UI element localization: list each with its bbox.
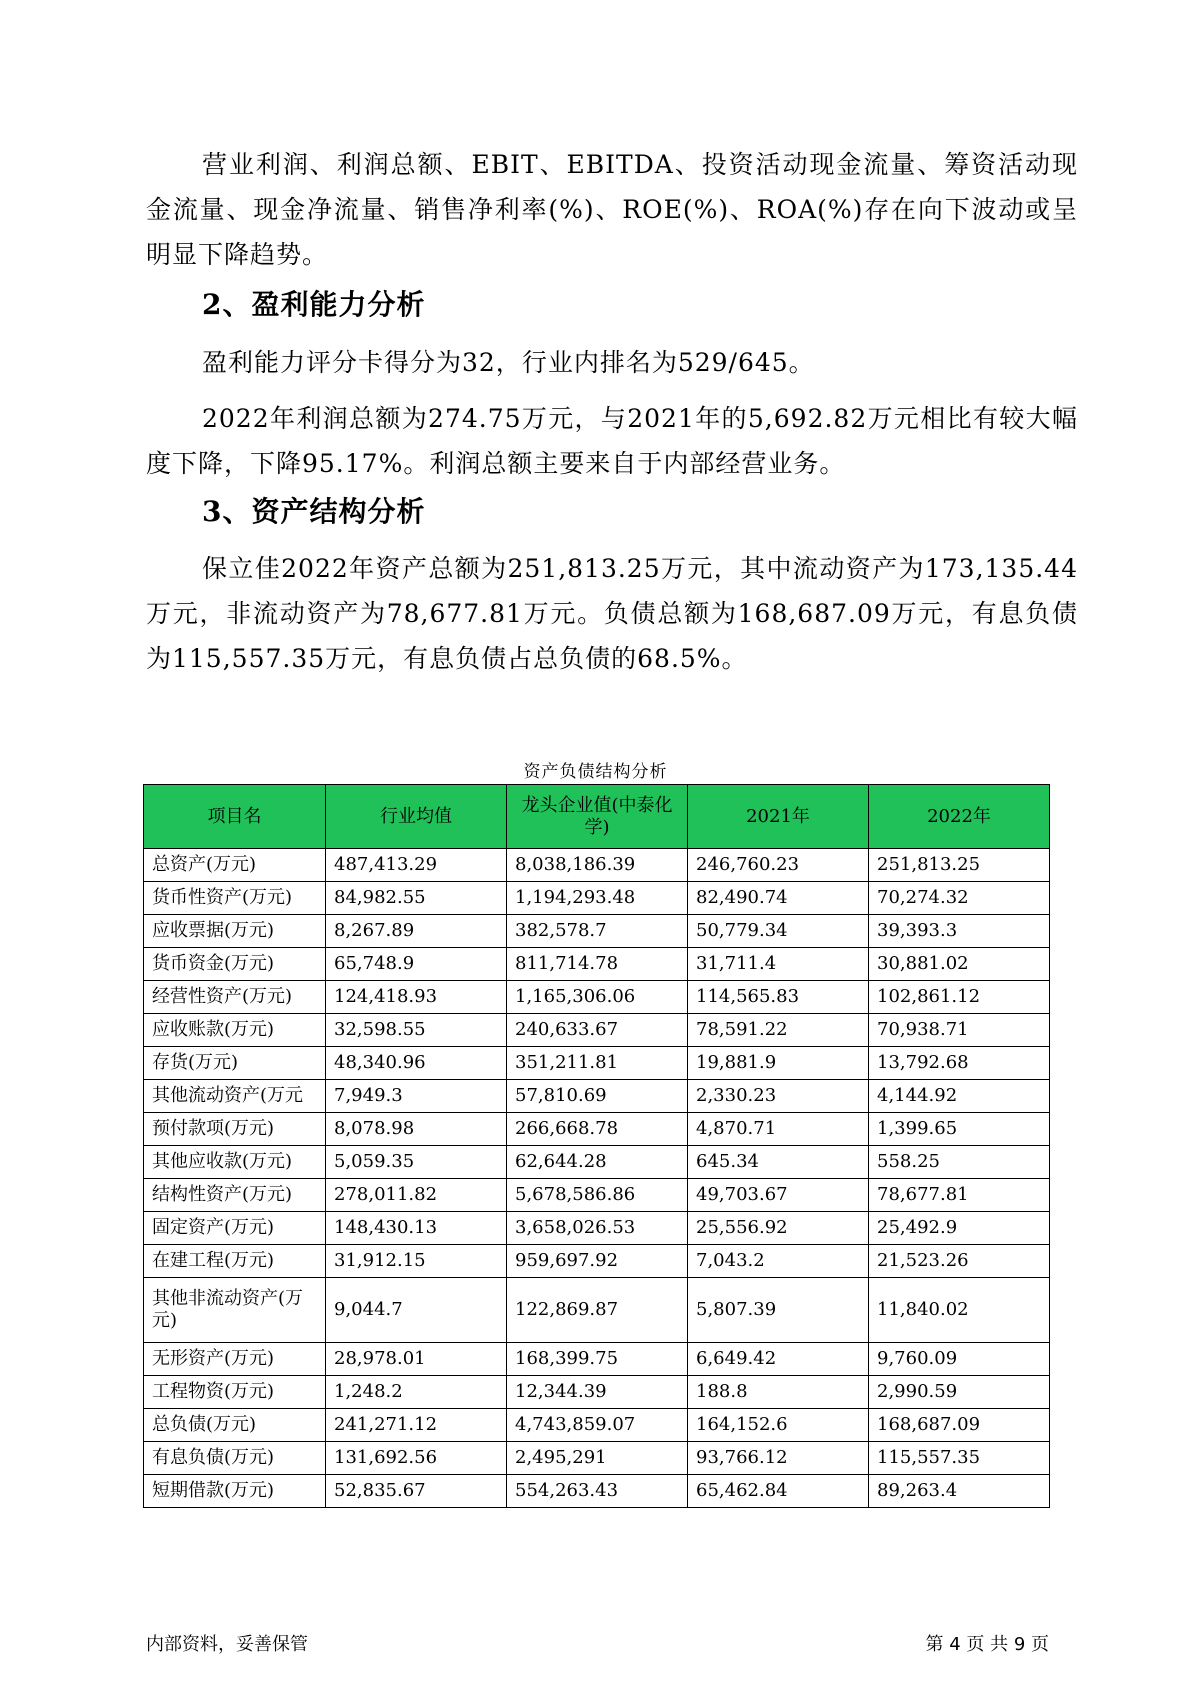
table-row	[144, 1442, 1050, 1475]
row-value: 4,144.92	[869, 1080, 1050, 1113]
row-value: 12,344.39	[507, 1376, 688, 1409]
row-value: 9,044.7	[326, 1278, 507, 1343]
row-value: 32,598.55	[326, 1014, 507, 1047]
table-row	[144, 1014, 1050, 1047]
row-value: 31,912.15	[326, 1245, 507, 1278]
table-row	[144, 915, 1050, 948]
row-value: 240,633.67	[507, 1014, 688, 1047]
row-value: 7,949.3	[326, 1080, 507, 1113]
row-label: 工程物资(万元)	[144, 1376, 326, 1409]
header-leader-value: 龙头企业值(中泰化学)	[507, 785, 688, 849]
header-2021: 2021年	[688, 785, 869, 849]
row-value: 4,870.71	[688, 1113, 869, 1146]
row-value: 7,043.2	[688, 1245, 869, 1278]
header-industry-average: 行业均值	[326, 785, 507, 849]
table-row	[144, 1080, 1050, 1113]
row-value: 65,462.84	[688, 1475, 869, 1508]
row-value: 278,011.82	[326, 1179, 507, 1212]
table-row	[144, 1047, 1050, 1080]
row-value: 78,677.81	[869, 1179, 1050, 1212]
heading-profitability: 2、盈利能力分析	[202, 288, 426, 321]
row-label: 结构性资产(万元)	[144, 1179, 326, 1212]
row-value: 65,748.9	[326, 948, 507, 981]
row-value: 251,813.25	[869, 849, 1050, 882]
header-2022: 2022年	[869, 785, 1050, 849]
row-label: 其他流动资产(万元	[144, 1080, 326, 1113]
row-value: 93,766.12	[688, 1442, 869, 1475]
table-row	[144, 882, 1050, 915]
balance-structure-table	[143, 784, 1050, 1508]
row-value: 3,658,026.53	[507, 1212, 688, 1245]
paragraph-profit-score: 盈利能力评分卡得分为32，行业内排名为529/645。	[202, 348, 815, 377]
row-label: 应收账款(万元)	[144, 1014, 326, 1047]
row-value: 241,271.12	[326, 1409, 507, 1442]
row-value: 382,578.7	[507, 915, 688, 948]
row-value: 164,152.6	[688, 1409, 869, 1442]
row-value: 122,869.87	[507, 1278, 688, 1343]
row-label: 短期借款(万元)	[144, 1475, 326, 1508]
table-row	[144, 981, 1050, 1014]
row-value: 84,982.55	[326, 882, 507, 915]
table-row	[144, 1475, 1050, 1508]
row-value: 48,340.96	[326, 1047, 507, 1080]
row-value: 246,760.23	[688, 849, 869, 882]
row-value: 1,165,306.06	[507, 981, 688, 1014]
row-value: 1,248.2	[326, 1376, 507, 1409]
row-value: 49,703.67	[688, 1179, 869, 1212]
row-value: 25,556.92	[688, 1212, 869, 1245]
row-value: 124,418.93	[326, 981, 507, 1014]
table-row	[144, 1245, 1050, 1278]
row-value: 25,492.9	[869, 1212, 1050, 1245]
row-value: 8,078.98	[326, 1113, 507, 1146]
row-value: 811,714.78	[507, 948, 688, 981]
row-value: 70,274.32	[869, 882, 1050, 915]
row-value: 8,267.89	[326, 915, 507, 948]
row-value: 6,649.42	[688, 1343, 869, 1376]
row-label: 货币资金(万元)	[144, 948, 326, 981]
row-label: 有息负债(万元)	[144, 1442, 326, 1475]
row-label: 总负债(万元)	[144, 1409, 326, 1442]
row-label: 预付款项(万元)	[144, 1113, 326, 1146]
row-value: 168,687.09	[869, 1409, 1050, 1442]
header-item-name: 项目名	[144, 785, 326, 849]
table-row	[144, 1409, 1050, 1442]
table-row	[144, 1376, 1050, 1409]
row-value: 554,263.43	[507, 1475, 688, 1508]
row-value: 89,263.4	[869, 1475, 1050, 1508]
row-value: 487,413.29	[326, 849, 507, 882]
row-value: 8,038,186.39	[507, 849, 688, 882]
paragraph-asset-summary: 保立佳2022年资产总额为251,813.25万元，其中流动资产为173,135.44万元，非流动资产为78,677.81万元。负债总额为168,687.09万元，有息负债为115,557.35万元，有息负债占总负债的68.5%。	[146, 554, 1078, 673]
row-value: 131,692.56	[326, 1442, 507, 1475]
row-value: 1,399.65	[869, 1113, 1050, 1146]
row-value: 19,881.9	[688, 1047, 869, 1080]
row-label: 其他非流动资产(万元)	[144, 1278, 326, 1343]
row-value: 115,557.35	[869, 1442, 1050, 1475]
row-value: 188.8	[688, 1376, 869, 1409]
row-label: 其他应收款(万元)	[144, 1146, 326, 1179]
heading-asset-structure: 3、资产结构分析	[202, 495, 426, 528]
row-label: 经营性资产(万元)	[144, 981, 326, 1014]
row-value: 2,495,291	[507, 1442, 688, 1475]
row-value: 50,779.34	[688, 915, 869, 948]
row-value: 82,490.74	[688, 882, 869, 915]
row-value: 102,861.12	[869, 981, 1050, 1014]
table-row	[144, 1343, 1050, 1376]
table-caption: 资产负债结构分析	[523, 762, 668, 782]
row-value: 21,523.26	[869, 1245, 1050, 1278]
row-value: 558.25	[869, 1146, 1050, 1179]
row-value: 9,760.09	[869, 1343, 1050, 1376]
paragraph-total-profit: 2022年利润总额为274.75万元，与2021年的5,692.82万元相比有较大幅度下降，下降95.17%。利润总额主要来自于内部经营业务。	[146, 404, 1078, 478]
row-value: 39,393.3	[869, 915, 1050, 948]
row-label: 无形资产(万元)	[144, 1343, 326, 1376]
row-label: 总资产(万元)	[144, 849, 326, 882]
row-value: 13,792.68	[869, 1047, 1050, 1080]
row-value: 28,978.01	[326, 1343, 507, 1376]
table-row	[144, 1212, 1050, 1245]
row-value: 52,835.67	[326, 1475, 507, 1508]
row-value: 168,399.75	[507, 1343, 688, 1376]
table-row	[144, 1278, 1050, 1343]
row-label: 固定资产(万元)	[144, 1212, 326, 1245]
table-row	[144, 948, 1050, 981]
row-label: 应收票据(万元)	[144, 915, 326, 948]
row-value: 959,697.92	[507, 1245, 688, 1278]
row-value: 5,678,586.86	[507, 1179, 688, 1212]
row-value: 30,881.02	[869, 948, 1050, 981]
row-value: 148,430.13	[326, 1212, 507, 1245]
row-value: 2,990.59	[869, 1376, 1050, 1409]
row-value: 4,743,859.07	[507, 1409, 688, 1442]
row-value: 31,711.4	[688, 948, 869, 981]
row-value: 78,591.22	[688, 1014, 869, 1047]
table-header-row	[144, 785, 1050, 849]
row-value: 57,810.69	[507, 1080, 688, 1113]
row-label: 货币性资产(万元)	[144, 882, 326, 915]
row-value: 2,330.23	[688, 1080, 869, 1113]
table-row	[144, 1113, 1050, 1146]
row-value: 645.34	[688, 1146, 869, 1179]
paragraph-trend: 营业利润、利润总额、EBIT、EBITDA、投资活动现金流量、筹资活动现金流量、现金净流量、销售净利率(%)、ROE(%)、ROA(%)存在向下波动或呈明显下降趋势。	[146, 150, 1078, 269]
row-value: 70,938.71	[869, 1014, 1050, 1047]
row-label: 存货(万元)	[144, 1047, 326, 1080]
footer-confidential: 内部资料，妥善保管	[146, 1634, 308, 1655]
row-value: 1,194,293.48	[507, 882, 688, 915]
row-label: 在建工程(万元)	[144, 1245, 326, 1278]
row-value: 62,644.28	[507, 1146, 688, 1179]
table-row	[144, 1179, 1050, 1212]
table-row	[144, 849, 1050, 882]
footer-page-number: 第 4 页 共 9 页	[925, 1634, 1049, 1655]
row-value: 11,840.02	[869, 1278, 1050, 1343]
row-value: 266,668.78	[507, 1113, 688, 1146]
row-value: 351,211.81	[507, 1047, 688, 1080]
row-value: 5,059.35	[326, 1146, 507, 1179]
row-value: 114,565.83	[688, 981, 869, 1014]
row-value: 5,807.39	[688, 1278, 869, 1343]
table-row	[144, 1146, 1050, 1179]
